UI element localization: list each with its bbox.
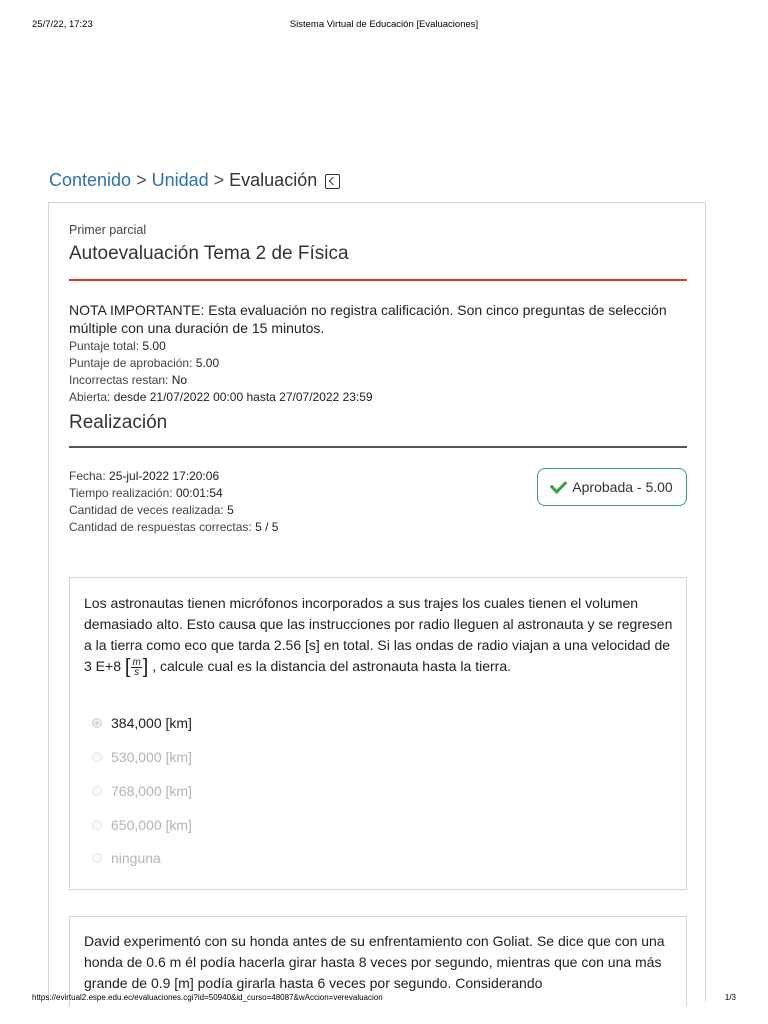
print-url: https://evirtual2.espe.edu.ec/evaluaciones.cgi?id=50940&id_curso=48087&wAccion=verevaluacion [32,993,383,1002]
answer-option[interactable]: ninguna [92,850,161,866]
question-card [69,577,687,890]
radio-unselected[interactable] [92,853,102,863]
print-page-title: Sistema Virtual de Educación [Evaluaciones] [289,19,479,30]
radio-unselected[interactable] [92,752,102,762]
section-divider [69,446,687,448]
print-footer [32,993,736,1005]
evaluation-card [48,202,706,1002]
print-page-number: 1/3 [724,993,736,1002]
breadcrumb [49,170,340,191]
info-veces-realizada: Cantidad de veces realizada: 5 [69,503,234,517]
title-divider [69,279,687,281]
radio-unselected[interactable] [92,786,102,796]
info-abierta: Abierta: desde 21/07/2022 00:00 hasta 27/07/2022 23:59 [69,390,373,404]
breadcrumb-unidad-link[interactable]: Unidad [151,170,209,190]
info-puntaje-total: Puntaje total: 5.00 [69,339,166,353]
breadcrumb-separator: > [136,170,147,190]
status-badge-label: Aprobada - 5.00 [572,479,673,495]
attempt-info-list [69,468,278,536]
info-puntaje-aprobacion: Puntaje de aprobación: 5.00 [69,356,220,370]
question-text: David experimentó con su honda antes de su enfrentamiento con Goliat. Se dice que con una honda de 0.6 m él podía hacerla girar hasta 8 veces por segundo, mientras que con una más grande de 0.9 [m] podía girarla hasta 6 veces por segundo. Considerando [84,933,665,991]
answer-option[interactable]: 384,000 [km] [92,715,192,731]
evaluation-info-list [69,338,373,406]
answer-option[interactable]: 650,000 [km] [92,817,192,833]
print-datetime: 25/7/22, 17:23 [32,19,93,30]
print-header [32,19,736,33]
unit-fraction: $\frac{m}{s}$ [132,656,141,678]
evaluation-title: Autoevaluación Tema 2 de Física [69,243,349,264]
radio-selected[interactable] [92,718,102,728]
important-notice: NOTA IMPORTANTE: Esta evaluación no registra calificación. Son cinco preguntas de selección múltiple con una duración de 15 minutos. [69,302,667,336]
radio-unselected[interactable] [92,820,102,830]
section-title-realizacion: Realización [69,412,168,433]
info-fecha: Fecha: 25-jul-2022 17:20:06 [69,469,220,483]
status-badge [537,468,687,506]
info-tiempo-realizacion: Tiempo realización: 00:01:54 [69,486,223,500]
check-icon [550,476,568,494]
breadcrumb-current: Evaluación [229,170,318,190]
info-respuestas-correctas: Cantidad de respuestas correctas: 5 / 5 [69,520,279,534]
answer-option[interactable]: 530,000 [km] [92,749,192,765]
info-incorrectas-restan: Incorrectas restan: No [69,373,188,387]
evaluation-category: Primer parcial [69,223,147,237]
breadcrumb-contenido-link[interactable]: Contenido [49,170,132,190]
back-arrow-icon[interactable] [325,174,340,189]
breadcrumb-separator: > [213,170,225,190]
question-text: Los astronautas tienen micrófonos incorporados a sus trajes los cuales tienen el volumen demasiado alto. Esto causa que las instrucciones por radio lleguen al astronauta y se regresen a la tierra como eco que tarda 2.56 [s] en total. Si las ondas de radio viajan a una velocidad de 3 E+8 [ $\frac{m}{s}$ ] , calcule cual es la distancia del astronauta hasta la tierra. [84,595,673,678]
answer-option[interactable]: 768,000 [km] [92,783,192,799]
